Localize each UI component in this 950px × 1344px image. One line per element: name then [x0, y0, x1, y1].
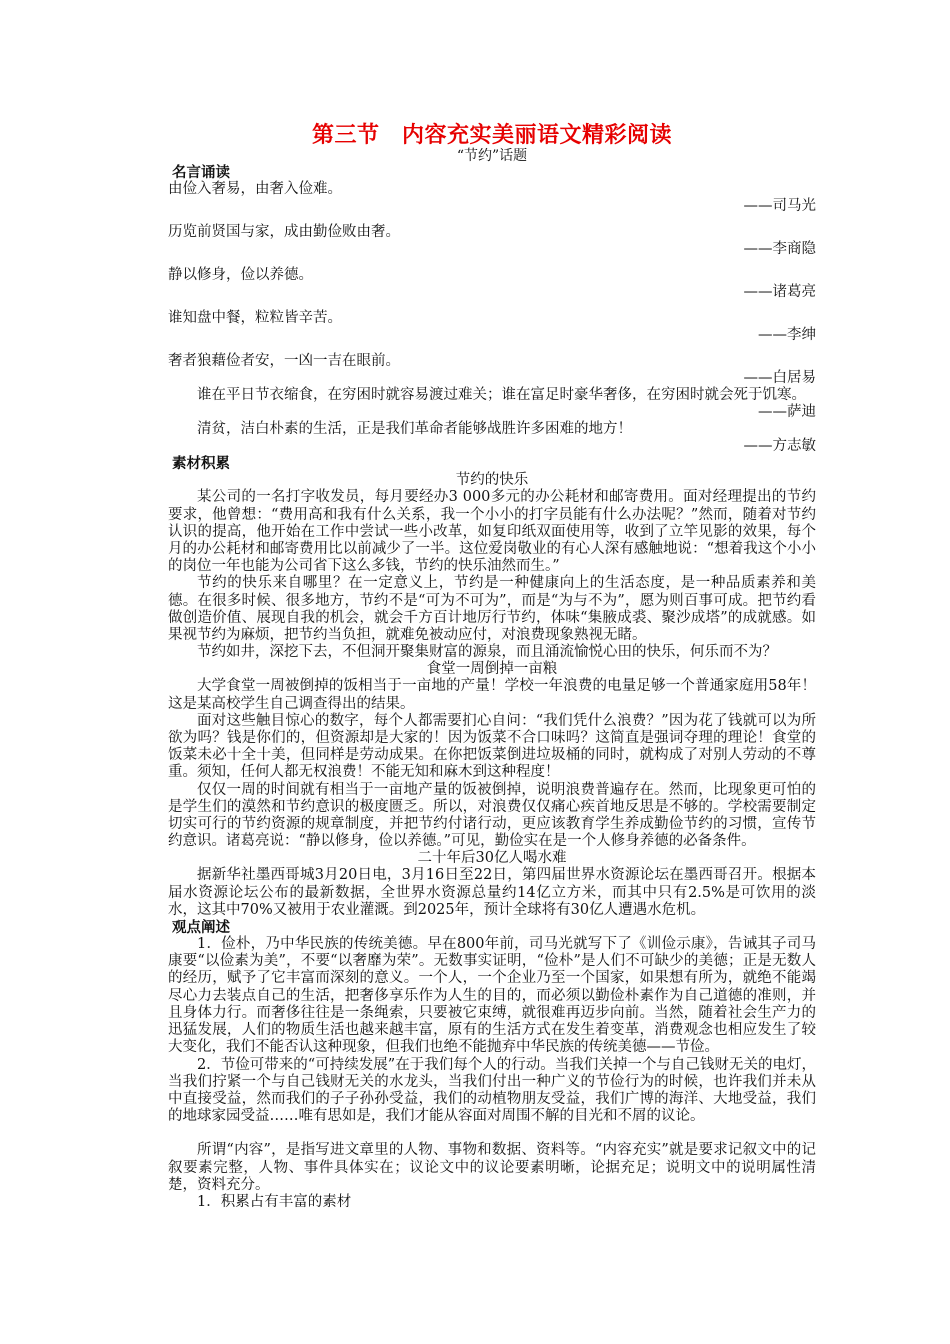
story-paragraph: 面对这些触目惊心的数字，每个人都需要扪心自问：“我们凭什么浪费？”因为花了钱就可以为所欲为吗？钱是你们的，但资源却是大家的！因为饭菜不合口味吗？这简直是强词夺理的理论！食堂的饭菜未必十全十美，但同样是劳动成果。在你把饭菜倒进垃圾桶的同时，就构成了对别人劳动的不尊重。须知，任何人都无权浪费！不能无知和麻木到这种程度！ [168, 712, 816, 781]
views-heading: 观点阐述 [172, 919, 230, 937]
content-paragraph: 所谓“内容”，是指写进文章里的人物、事物和数据、资料等。“内容充实”就是要求记叙文中的记叙要素完整，人物、事件具体实在；议论文中的议论要素明晰，论据充足；说明文中的说明属性清楚，资料充分。 [168, 1142, 816, 1193]
story-paragraph: 某公司的一名打字收发员，每月要经办3 000多元的办公耗材和邮寄费用。面对经理提出的节约要求，他曾想：“费用高和我有什么关系，我一个小小的打字员能有什么办法呢？”然而，随着对节约认识的提高，他开始在工作中尝试一些小改革，如复印纸双面使用等，收到了立竿见影的效果，每个月的办公耗材和邮寄费用比以前减少了一半。这位爱岗敬业的有心人深有感触地说：“想着我这个小小的岗位一年也能为公司省下这么多钱，节约的快乐油然而生。” [168, 489, 816, 575]
quote-text: 清贫，洁白朴素的生活，正是我们革命者能够战胜许多困难的地方！ [197, 421, 632, 438]
story-title: 二十年后30亿人喝水难 [417, 850, 567, 867]
quote-text: 静以修身，俭以养德。 [168, 267, 313, 283]
story-paragraph: 据新华社墨西哥城3月20日电，3月16日至22日，第四届世界水资源论坛在墨西哥召开。根据本届水资源论坛公布的最新数据，全世界水资源总量约14亿立方米，而其中只有2.5%是可饮用的淡水，这其中70%又被用于农业灌溉。到2025年，预计全球将有30亿人遭遇水危机。 [168, 867, 816, 918]
page-title: 第三节 内容充实美丽语文精彩阅读 [311, 122, 672, 148]
view-paragraph: 1．俭朴，乃中华民族的传统美德。早在800年前，司马光就写下了《训俭示康》，告诫其子司马康要“以俭素为美”，不要“以奢靡为荣”。无数事实证明，“俭朴”是人们不可缺少的美德；正是无数人的经历，赋予了它丰富而深刻的意义。一个人，一个企业乃至一个国家，如果想有所为，就绝不能竭尽心力去装点自己的生活，把奢侈享乐作为人生的目的，而必须以勤俭朴素作为自己道德的准则，并且身体力行。而奢侈往往是一条绳索，只要被它束缚，就很难再迈步向前。当然，随着社会生产力的迅猛发展，人们的物质生活也越来越丰富，原有的生活方式在发生着变革，消费观念也相应发生了较大变化，我们不能否认这种现象，但我们也绝不能抛弃中华民族的传统美德——节俭。 [168, 936, 816, 1056]
quote-text: 历览前贤国与家，成由勤俭败由奢。 [168, 224, 400, 240]
quote-author: ——司马光 [743, 198, 816, 214]
story-paragraph: 仅仅一周的时间就有相当于一亩地产量的饭被倒掉，说明浪费普遍存在。然而，比现象更可怕的是学生们的漠然和节约意识的极度匮乏。所以，对浪费仅仅痛心疾首地反思是不够的。学校需要制定切实可行的节约资源的规章制度，并把节约付诸行动，更应该教育学生养成勤俭节约的习惯，宣传节约意识。诸葛亮说：“静以修身，俭以养德。”可见，勤俭实在是一个人修身养德的必备条件。 [168, 781, 816, 850]
quote-author: ——李商隐 [743, 241, 816, 257]
quote-text: 奢者狼藉俭者安，一凶一吉在眼前。 [168, 353, 400, 369]
story-title: 节约的快乐 [455, 472, 529, 489]
story-paragraph: 大学食堂一周被倒掉的饭相当于一亩地的产量！学校一年浪费的电量足够一个普通家庭用58年！这是某高校学生自己调查得出的结果。 [168, 678, 816, 712]
quote-author: ——方志敏 [743, 438, 816, 455]
quote-author: ——李绅 [758, 327, 816, 343]
topic-subtitle: “节约”话题 [456, 148, 528, 164]
story-title: 食堂一周倒掉一亩粮 [426, 661, 558, 678]
quotes-heading: 名言诵读 [172, 164, 230, 181]
content-item: 1．积累占有丰富的素材 [197, 1193, 352, 1210]
quote-author: ——诸葛亮 [743, 284, 816, 300]
quote-text: 谁在平日节衣缩食，在穷困时就容易渡过难关；谁在富足时豪华奢侈，在穷困时就会死于饥寒。 [197, 387, 806, 403]
story-paragraph: 节约的快乐来自哪里？在一定意义上，节约是一种健康向上的生活态度，是一种品质素养和美德。在很多时候、很多地方，节约不是“可为不可为”，而是“为与不为”，愿为则百事可成。把节约看做创造价值、展现自我的机会，就会千方百计地厉行节约，体味“集腋成裘、聚沙成塔”的成就感。如果视节约为麻烦，把节约当负担，就难免被动应付，对浪费现象熟视无睹。 [168, 575, 816, 644]
spacer [168, 1125, 816, 1142]
view-paragraph: 2．节俭可带来的“可持续发展”在于我们每个人的行动。当我们关掉一个与自己钱财无关的电灯，当我们拧紧一个与自己钱财无关的水龙头，当我们付出一种广义的节俭行为的时候，也许我们并未从中直接受益，然而我们的子子孙孙受益，我们的动植物朋友受益，我们广博的海洋、大地受益，我们的地球家园受益……唯有思如是，我们才能从容面对周围不解的目光和不屑的议论。 [168, 1056, 816, 1125]
quote-text: 由俭入奢易，由奢入俭难。 [168, 181, 342, 197]
material-heading: 素材积累 [172, 455, 230, 473]
quote-author: ——萨迪 [758, 404, 816, 421]
story-paragraph: 节约如井，深挖下去，不但洞开聚集财富的源泉，而且涌流愉悦心田的快乐，何乐而不为？ [197, 644, 777, 661]
quote-text: 谁知盘中餐，粒粒皆辛苦。 [168, 310, 342, 326]
quote-author: ——白居易 [743, 370, 816, 386]
document-page [168, 122, 816, 1211]
